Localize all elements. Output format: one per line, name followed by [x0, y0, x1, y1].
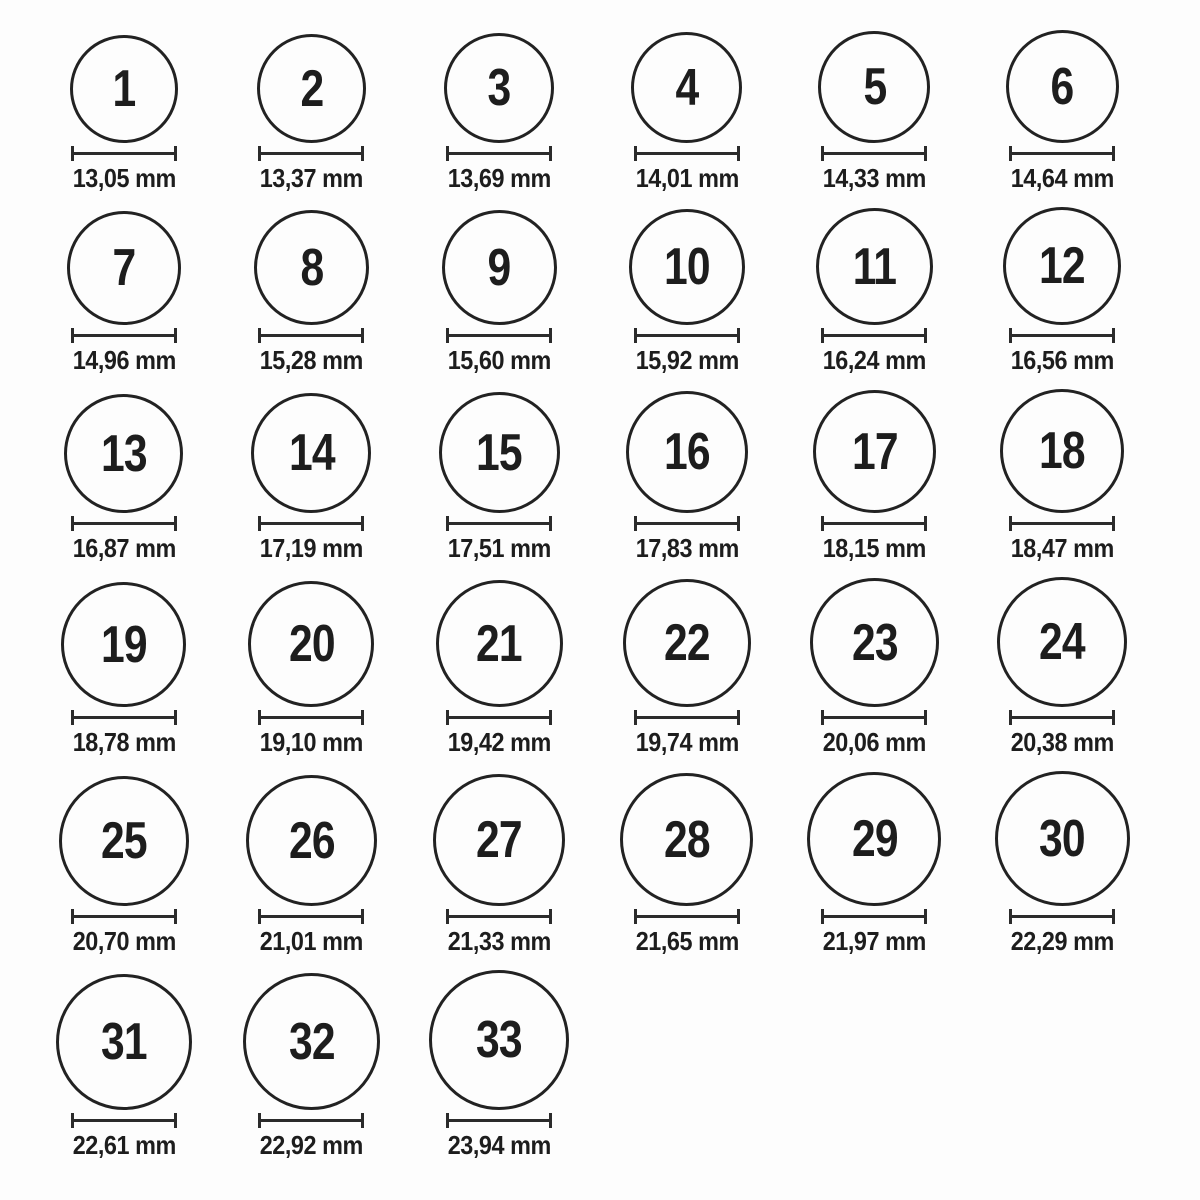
ring-size-cell	[218, 210, 406, 373]
diameter-label: 22,61 mm	[72, 1130, 176, 1160]
ring-size-number: 20	[288, 615, 335, 673]
ring-size-number: 4	[675, 58, 699, 117]
ruler-line	[824, 152, 924, 155]
ring-circle	[1003, 207, 1121, 325]
ruler-line	[261, 334, 361, 337]
diameter-ruler	[634, 710, 740, 725]
diameter-label: 22,92 mm	[259, 1130, 364, 1160]
ruler-line	[261, 716, 361, 719]
diameter-ruler	[446, 909, 552, 924]
diameter-label: 14,96 mm	[72, 345, 176, 375]
ring-size-cell	[30, 776, 218, 954]
diameter-label: 21,65 mm	[635, 926, 739, 956]
diameter-ruler	[821, 710, 927, 725]
ring-size-cell	[218, 393, 406, 561]
ring-size-number: 9	[487, 238, 511, 297]
ruler-line	[1012, 716, 1112, 719]
ring-circle	[631, 32, 742, 143]
ring-circle	[61, 582, 186, 707]
diameter-label: 15,28 mm	[259, 345, 364, 375]
ring-size-number: 8	[300, 238, 323, 297]
ring-size-number: 17	[851, 422, 898, 481]
ring-circle	[439, 392, 560, 513]
ring-size-cell	[968, 207, 1156, 373]
ring-size-number: 31	[100, 1013, 147, 1071]
ring-size-cell	[30, 974, 218, 1158]
diameter-label: 18,47 mm	[1010, 533, 1114, 563]
ring-circle	[623, 579, 751, 707]
diameter-ruler	[446, 1113, 552, 1128]
ring-circle	[1000, 389, 1124, 513]
ring-circle	[243, 973, 380, 1110]
diameter-ruler	[258, 328, 364, 343]
diameter-ruler	[258, 516, 364, 531]
diameter-label: 13,69 mm	[447, 163, 551, 193]
diameter-ruler	[71, 146, 177, 161]
diameter-ruler	[1009, 516, 1115, 531]
ring-circle	[64, 394, 183, 513]
ring-size-cell	[405, 33, 593, 191]
ring-size-number: 32	[288, 1012, 335, 1071]
ring-circle	[56, 974, 192, 1110]
ring-size-cell	[593, 209, 781, 373]
diameter-label: 15,60 mm	[447, 345, 551, 375]
diameter-ruler	[1009, 328, 1115, 343]
ring-size-cell	[593, 579, 781, 755]
ring-circle	[818, 31, 930, 143]
diameter-label: 18,78 mm	[72, 727, 176, 757]
diameter-label: 16,24 mm	[822, 345, 927, 375]
ring-size-number: 33	[476, 1011, 523, 1069]
ring-size-cell	[781, 772, 969, 954]
diameter-ruler	[634, 146, 740, 161]
ruler-line	[261, 522, 361, 525]
ruler-line	[824, 522, 924, 525]
ruler-line	[449, 522, 549, 525]
ring-size-number: 3	[487, 59, 511, 117]
ring-circle	[444, 33, 554, 143]
diameter-label: 18,15 mm	[822, 533, 927, 563]
ring-circle	[248, 581, 374, 707]
diameter-ruler	[821, 146, 927, 161]
ruler-line	[449, 716, 549, 719]
diameter-label: 19,42 mm	[447, 727, 551, 757]
ring-size-cell	[968, 771, 1156, 954]
ruler-line	[74, 1119, 174, 1122]
ring-size-number: 5	[863, 58, 886, 116]
ring-size-cell	[968, 389, 1156, 561]
diameter-label: 20,38 mm	[1010, 727, 1114, 757]
diameter-ruler	[446, 710, 552, 725]
ruler-line	[637, 522, 737, 525]
ring-size-number: 15	[476, 423, 523, 482]
ruler-line	[74, 915, 174, 918]
diameter-ruler	[634, 328, 740, 343]
ring-size-number: 25	[100, 812, 147, 870]
ring-size-number: 10	[663, 238, 710, 296]
diameter-label: 21,97 mm	[822, 926, 927, 956]
ruler-line	[1012, 152, 1112, 155]
ring-size-number: 28	[663, 810, 710, 869]
ring-circle	[810, 578, 939, 707]
diameter-label: 23,94 mm	[447, 1130, 551, 1160]
diameter-ruler	[821, 909, 927, 924]
diameter-label: 17,19 mm	[259, 533, 364, 563]
ring-circle	[433, 774, 565, 906]
diameter-label: 20,06 mm	[822, 727, 927, 757]
ring-circle	[995, 771, 1130, 906]
diameter-ruler	[446, 516, 552, 531]
ruler-line	[74, 716, 174, 719]
ring-size-cell	[781, 208, 969, 373]
ring-size-cell	[30, 35, 218, 191]
diameter-label: 13,05 mm	[72, 163, 176, 193]
diameter-label: 13,37 mm	[259, 163, 364, 193]
ring-circle	[67, 211, 181, 325]
ring-circle	[257, 34, 366, 143]
diameter-ruler	[446, 146, 552, 161]
ring-size-number: 22	[663, 614, 710, 672]
ring-size-cell	[218, 34, 406, 191]
ring-circle	[251, 393, 371, 513]
ruler-line	[449, 152, 549, 155]
ring-circle	[816, 208, 933, 325]
ruler-line	[1012, 915, 1112, 918]
diameter-ruler	[1009, 710, 1115, 725]
ring-size-number: 13	[100, 424, 147, 483]
ruler-line	[824, 334, 924, 337]
ring-size-number: 23	[851, 613, 898, 672]
ring-size-cell	[781, 578, 969, 755]
ruler-line	[1012, 334, 1112, 337]
ring-size-number: 24	[1039, 613, 1086, 671]
ring-size-cell	[405, 580, 593, 755]
ring-size-cell	[405, 970, 593, 1158]
diameter-ruler	[821, 516, 927, 531]
ruler-line	[824, 716, 924, 719]
diameter-ruler	[71, 909, 177, 924]
ruler-line	[74, 334, 174, 337]
ring-size-cell	[781, 390, 969, 561]
diameter-label: 17,83 mm	[635, 533, 739, 563]
diameter-label: 14,33 mm	[822, 163, 927, 193]
diameter-ruler	[258, 710, 364, 725]
ring-size-cell	[593, 32, 781, 191]
ring-circle	[436, 580, 563, 707]
ruler-line	[449, 915, 549, 918]
ring-circle	[429, 970, 569, 1110]
diameter-ruler	[71, 710, 177, 725]
ring-size-cell	[405, 774, 593, 954]
ring-circle	[70, 35, 178, 143]
ring-size-number: 1	[112, 60, 136, 118]
diameter-label: 19,10 mm	[259, 727, 364, 757]
ring-circle	[59, 776, 189, 906]
ring-size-cell	[30, 394, 218, 561]
ring-size-cell	[218, 775, 406, 954]
ring-circle	[807, 772, 941, 906]
diameter-label: 19,74 mm	[635, 727, 739, 757]
ruler-line	[824, 915, 924, 918]
diameter-ruler	[258, 146, 364, 161]
ring-size-number: 11	[852, 237, 897, 296]
ring-size-number: 30	[1039, 809, 1086, 868]
ring-circle	[620, 773, 753, 906]
diameter-label: 15,92 mm	[635, 345, 739, 375]
ring-circle	[997, 577, 1127, 707]
ring-size-cell	[968, 30, 1156, 191]
ring-size-number: 18	[1039, 422, 1086, 480]
ruler-line	[637, 152, 737, 155]
ring-size-cell	[968, 577, 1156, 755]
ring-size-number: 2	[300, 59, 323, 118]
ring-circle	[1006, 30, 1119, 143]
ruler-line	[74, 152, 174, 155]
diameter-label: 21,33 mm	[447, 926, 551, 956]
ring-size-cell	[405, 210, 593, 373]
ring-size-number: 29	[851, 810, 898, 868]
ring-circle	[626, 391, 748, 513]
ring-size-cell	[218, 581, 406, 755]
ring-size-cell	[30, 582, 218, 755]
diameter-label: 22,29 mm	[1010, 926, 1114, 956]
ring-size-cell	[405, 392, 593, 561]
diameter-ruler	[1009, 909, 1115, 924]
ruler-line	[74, 522, 174, 525]
diameter-label: 14,01 mm	[635, 163, 739, 193]
diameter-ruler	[634, 516, 740, 531]
ruler-line	[637, 334, 737, 337]
diameter-ruler	[634, 909, 740, 924]
ring-circle	[442, 210, 557, 325]
ruler-line	[637, 716, 737, 719]
ring-circle	[254, 210, 369, 325]
ring-size-number: 14	[288, 424, 335, 482]
ruler-line	[637, 915, 737, 918]
ring-size-cell	[30, 211, 218, 373]
ruler-line	[261, 152, 361, 155]
ring-size-cell	[593, 391, 781, 561]
diameter-ruler	[258, 909, 364, 924]
ruler-line	[261, 1119, 361, 1122]
diameter-ruler	[821, 328, 927, 343]
ring-size-number: 26	[288, 811, 335, 870]
ring-size-number: 21	[476, 614, 523, 673]
ruler-line	[261, 915, 361, 918]
ring-size-cell	[781, 31, 969, 191]
diameter-ruler	[71, 1113, 177, 1128]
ring-size-number: 27	[476, 811, 523, 869]
diameter-label: 16,56 mm	[1010, 345, 1114, 375]
diameter-ruler	[1009, 146, 1115, 161]
diameter-ruler	[71, 516, 177, 531]
diameter-ruler	[446, 328, 552, 343]
ring-size-number: 6	[1050, 57, 1074, 116]
ring-circle	[813, 390, 936, 513]
diameter-ruler	[71, 328, 177, 343]
ring-circle	[246, 775, 377, 906]
diameter-label: 20,70 mm	[72, 926, 176, 956]
diameter-ruler	[258, 1113, 364, 1128]
ring-size-number: 19	[100, 615, 147, 674]
ring-circle	[629, 209, 745, 325]
ring-size-number: 7	[112, 239, 136, 297]
ring-size-cell	[593, 773, 781, 954]
ring-size-number: 12	[1039, 237, 1086, 295]
ruler-line	[449, 334, 549, 337]
diameter-label: 21,01 mm	[259, 926, 364, 956]
ruler-line	[449, 1119, 549, 1122]
diameter-label: 16,87 mm	[72, 533, 176, 563]
ring-size-cell	[218, 973, 406, 1158]
diameter-label: 14,64 mm	[1010, 163, 1114, 193]
diameter-label: 17,51 mm	[447, 533, 551, 563]
ruler-line	[1012, 522, 1112, 525]
ring-size-number: 16	[663, 423, 710, 481]
